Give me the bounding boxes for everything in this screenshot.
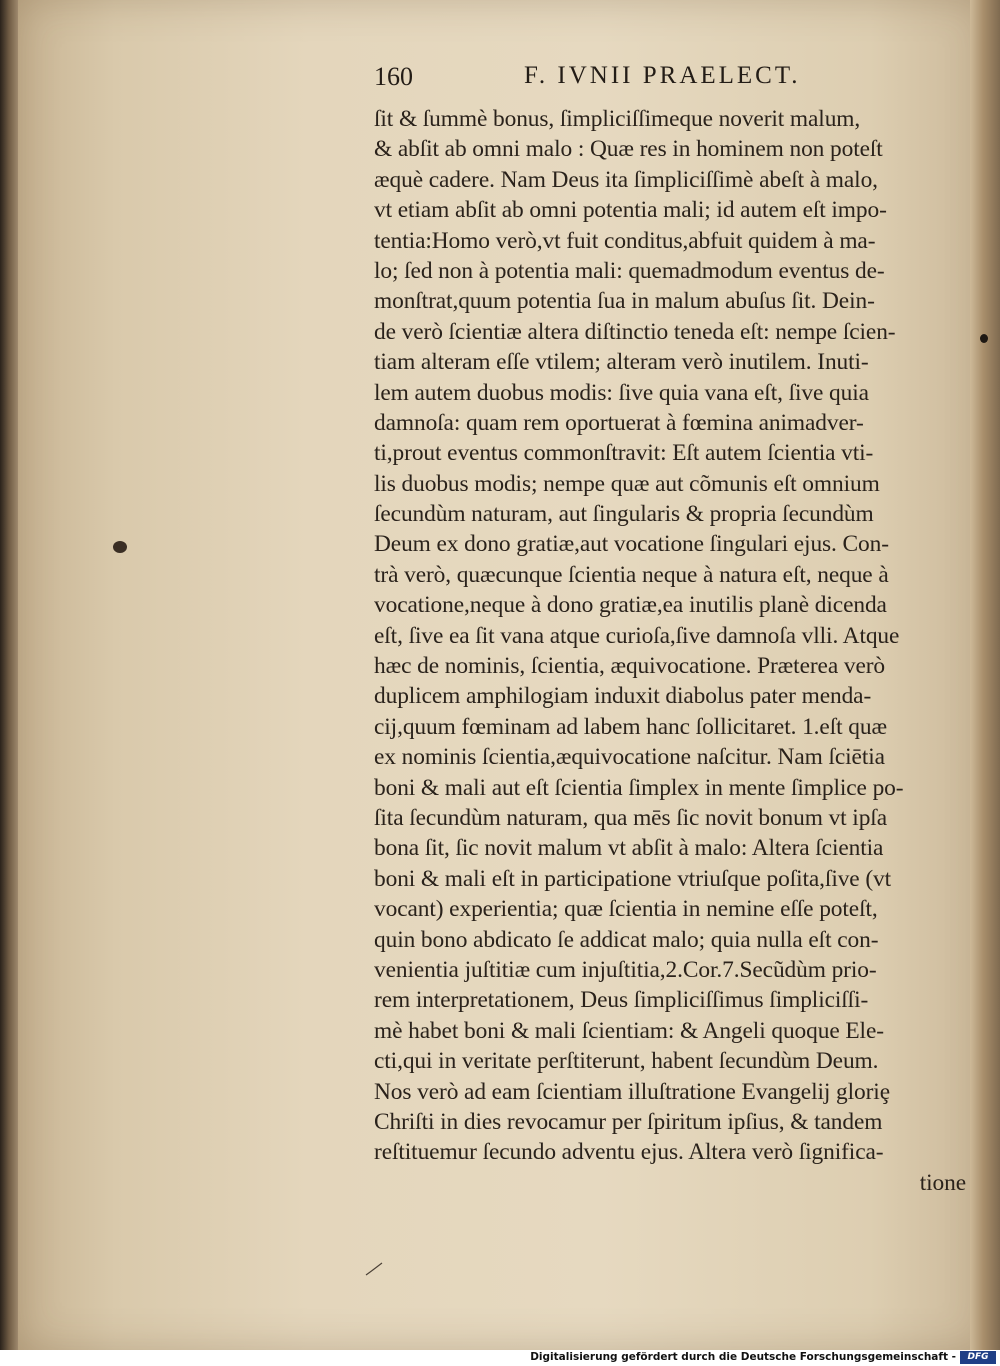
text-line: tiam alteram eſſe vtilem; alteram verò inutilem. Inuti- — [374, 349, 869, 376]
text-line: lem autem duobus modis: ſive quia vana eſt, ſive quia — [374, 379, 869, 406]
text-line: monſtrat,quum potentia ſua in malum abuſus ſit. Dein- — [374, 288, 875, 315]
page-edge — [970, 0, 1000, 1350]
margin-dot — [980, 334, 988, 343]
text-line: eſt, ſive ea ſit vana atque curioſa,ſive damnoſa vlli. Atque — [374, 622, 900, 649]
text-line: vocant) experientia; quæ ſcientia in nemine eſſe poteſt, — [374, 896, 878, 923]
text-line: trà verò, quæcunque ſcientia neque à natura eſt, neque à — [374, 561, 889, 588]
text-line: cij,quum fœminam ad labem hanc ſollicitaret. 1.eſt quæ — [374, 713, 887, 740]
ink-spot — [113, 541, 127, 553]
text-line: venientia juſtitiæ cum injuſtitia,2.Cor.7.Secũdùm prio- — [374, 956, 877, 983]
text-line: & abſit ab omni malo : Quæ res in hominem non poteſt — [374, 136, 883, 163]
text-line: ſit & ſummè bonus, ſimpliciſſimeque noverit malum, — [374, 106, 861, 132]
pencil-mark — [364, 1262, 384, 1276]
body-text — [374, 104, 974, 1198]
page-number: 160 — [374, 62, 413, 91]
text-line: mè habet boni & mali ſcientiam: & Angeli quoque Ele- — [374, 1017, 884, 1044]
text-line: bona ſit, ſic novit malum vt abſit à malo: Altera ſcientia — [374, 835, 884, 862]
text-line: Deum ex dono gratiæ,aut vocatione ſingulari ejus. Con- — [374, 531, 889, 558]
text-line: lo; ſed non à potentia mali: quemadmodum eventus de- — [374, 257, 885, 284]
text-line: vocatione,neque à dono gratiæ,ea inutilis planè dicenda — [374, 592, 887, 619]
catchword: tione — [919, 1169, 966, 1196]
text-line: quin bono abdicato ſe addicat malo; quia nulla eſt con- — [374, 926, 879, 953]
running-head — [372, 60, 842, 100]
running-title: F. IVNII PRAELECT. — [524, 62, 801, 89]
footer-credit: Digitalisierung gefördert durch die Deutsche Forschungsgemeinschaft - — [530, 1351, 956, 1363]
text-line: æquè cadere. Nam Deus ita ſimpliciſſimè abeſt à malo, — [374, 166, 878, 193]
text-line: boni & mali eſt in participatione vtriuſque poſita,ſive (vt — [374, 865, 892, 892]
text-line: duplicem amphilogiam induxit diabolus pater menda- — [374, 683, 872, 710]
text-line: rem interpretationem, Deus ſimpliciſſimus ſimpliciſſi- — [374, 987, 869, 1014]
text-line: ti,prout eventus commonſtravit: Eſt autem ſcientia vti- — [374, 440, 874, 467]
text-line: boni & mali aut eſt ſcientia ſimplex in mente ſimplice po- — [374, 774, 904, 801]
text-line: Chriſti in dies revocamur per ſpiritum ipſius, & tandem — [374, 1108, 883, 1135]
text-line: ex nominis ſcientia,æquivocatione naſcitur. Nam ſciētia — [374, 744, 885, 771]
text-line: ſecundùm naturam, aut ſingularis & propria ſecundùm — [374, 501, 874, 528]
text-line: damnoſa: quam rem oportuerat à fœmina animadver- — [374, 409, 864, 436]
text-line: ſita ſecundùm naturam, qua mēs ſic novit bonum vt ipſa — [374, 804, 887, 831]
text-line: reſtituemur ſecundo adventu ejus. Altera verò ſignifica- — [374, 1139, 884, 1166]
text-line: hæc de nominis, ſcientia, æquivocatione. Præterea verò — [374, 653, 886, 680]
text-line: lis duobus modis; nempe quæ aut cõmunis eſt omnium — [374, 470, 880, 497]
text-line: cti,qui in veritate perſtiterunt, habent ſecundùm Deum. — [374, 1048, 879, 1075]
text-line: tentia:Homo verò,vt fuit conditus,abfuit quidem à ma- — [374, 227, 876, 254]
text-line: vt etiam abſit ab omni potentia mali; id autem eſt impo- — [374, 197, 887, 224]
text-line: Nos verò ad eam ſcientiam illuſtratione Evangelij gloriȩ — [374, 1078, 890, 1105]
dfg-logo: DFG — [960, 1351, 996, 1364]
text-line: de verò ſcientiæ altera diſtinctio teneda eſt: nempe ſcien- — [374, 318, 896, 345]
